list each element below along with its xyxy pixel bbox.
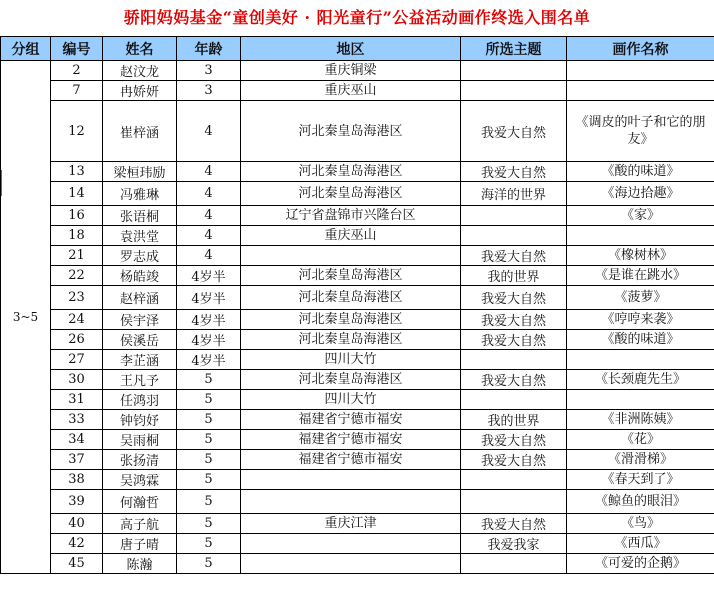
cell-name: 钟钧妤 bbox=[103, 410, 177, 430]
cell-age: 3 bbox=[177, 81, 241, 101]
cell-region: 福建省宁德市福安 bbox=[241, 430, 461, 450]
table-row bbox=[1, 514, 714, 534]
cell-region bbox=[241, 554, 461, 574]
cell-id: 37 bbox=[51, 450, 103, 470]
cell-work: 《长颈鹿先生》 bbox=[567, 370, 714, 390]
header-group: 分组 bbox=[1, 37, 51, 61]
cell-region: 重庆巫山 bbox=[241, 226, 461, 246]
cell-work: 《调皮的叶子和它的朋友》 bbox=[567, 101, 714, 162]
cell-name: 张扬清 bbox=[103, 450, 177, 470]
cell-region bbox=[241, 490, 461, 514]
table-row bbox=[1, 450, 714, 470]
cell-id: 38 bbox=[51, 470, 103, 490]
cell-theme: 我爱大自然 bbox=[461, 101, 567, 162]
cell-id: 27 bbox=[51, 350, 103, 370]
cell-region: 四川大竹 bbox=[241, 390, 461, 410]
cell-id: 45 bbox=[51, 554, 103, 574]
cell-id: 39 bbox=[51, 490, 103, 514]
header-theme: 所选主题 bbox=[461, 37, 567, 61]
table-row bbox=[1, 286, 714, 310]
cell-region: 辽宁省盘锦市兴隆台区 bbox=[241, 206, 461, 226]
cell-theme: 我爱大自然 bbox=[461, 246, 567, 266]
cell-name: 袁洪堂 bbox=[103, 226, 177, 246]
table-row bbox=[1, 410, 714, 430]
cell-id: 13 bbox=[51, 162, 103, 182]
table-row bbox=[1, 206, 714, 226]
cell-theme bbox=[461, 390, 567, 410]
table-row bbox=[1, 350, 714, 370]
cell-region: 福建省宁德市福安 bbox=[241, 410, 461, 430]
cell-region: 重庆巫山 bbox=[241, 81, 461, 101]
cell-age: 5 bbox=[177, 370, 241, 390]
cell-work: 《可爱的企鹅》 bbox=[567, 554, 714, 574]
cell-name: 任鸿羽 bbox=[103, 390, 177, 410]
cell-id: 14 bbox=[51, 182, 103, 206]
cell-age: 4 bbox=[177, 162, 241, 182]
cell-region: 四川大竹 bbox=[241, 350, 461, 370]
table-row bbox=[1, 390, 714, 410]
cell-name: 吴雨桐 bbox=[103, 430, 177, 450]
table-row bbox=[1, 470, 714, 490]
cell-work bbox=[567, 81, 714, 101]
cell-age: 4岁半 bbox=[177, 330, 241, 350]
header-work: 画作名称 bbox=[567, 37, 714, 61]
cell-work: 《非洲陈姨》 bbox=[567, 410, 714, 430]
table-row bbox=[1, 490, 714, 514]
cell-name: 李芷涵 bbox=[103, 350, 177, 370]
cell-age: 4岁半 bbox=[177, 310, 241, 330]
cell-theme bbox=[461, 350, 567, 370]
cell-theme: 我的世界 bbox=[461, 266, 567, 286]
cell-id: 12 bbox=[51, 101, 103, 162]
cell-work: 《花》 bbox=[567, 430, 714, 450]
cell-name: 冉娇妍 bbox=[103, 81, 177, 101]
table-row bbox=[1, 182, 714, 206]
cell-region: 河北秦皇岛海港区 bbox=[241, 286, 461, 310]
header-name: 姓名 bbox=[103, 37, 177, 61]
cell-name: 冯雅琳 bbox=[103, 182, 177, 206]
cell-work: 《鸟》 bbox=[567, 514, 714, 534]
cell-region: 河北秦皇岛海港区 bbox=[241, 182, 461, 206]
table-row bbox=[1, 330, 714, 350]
cell-name: 罗志成 bbox=[103, 246, 177, 266]
cell-id: 18 bbox=[51, 226, 103, 246]
cell-name: 杨皓竣 bbox=[103, 266, 177, 286]
table-row bbox=[1, 430, 714, 450]
cell-name: 侯宇泽 bbox=[103, 310, 177, 330]
header-row bbox=[1, 37, 714, 61]
finalist-table bbox=[0, 36, 714, 574]
cell-id: 34 bbox=[51, 430, 103, 450]
cell-theme: 我爱我家 bbox=[461, 534, 567, 554]
cell-age: 4 bbox=[177, 182, 241, 206]
cell-theme: 我爱大自然 bbox=[461, 430, 567, 450]
cell-name: 张语桐 bbox=[103, 206, 177, 226]
cell-id: 40 bbox=[51, 514, 103, 534]
cell-region: 河北秦皇岛海港区 bbox=[241, 310, 461, 330]
cell-age: 5 bbox=[177, 554, 241, 574]
cell-name: 吴鸿霖 bbox=[103, 470, 177, 490]
table-row bbox=[1, 81, 714, 101]
cell-theme: 我爱大自然 bbox=[461, 370, 567, 390]
cell-work bbox=[567, 350, 714, 370]
cell-theme bbox=[461, 470, 567, 490]
cell-theme bbox=[461, 81, 567, 101]
page-title: 骄阳妈妈基金“童创美好 · 阳光童行”公益活动画作终选入围名单 bbox=[123, 8, 591, 27]
table-row bbox=[1, 101, 714, 162]
cell-age: 3 bbox=[177, 61, 241, 81]
group-cell: 3~5 bbox=[1, 61, 51, 574]
table-row bbox=[1, 246, 714, 266]
table-row bbox=[1, 266, 714, 286]
cell-name: 侯溪岳 bbox=[103, 330, 177, 350]
cell-region: 重庆铜梁 bbox=[241, 61, 461, 81]
table-row bbox=[1, 370, 714, 390]
cell-region bbox=[241, 470, 461, 490]
cell-name: 梁桓玮励 bbox=[103, 162, 177, 182]
cell-age: 5 bbox=[177, 390, 241, 410]
cell-theme: 我爱大自然 bbox=[461, 330, 567, 350]
cell-name: 赵汶龙 bbox=[103, 61, 177, 81]
cell-region: 河北秦皇岛海港区 bbox=[241, 330, 461, 350]
cell-work: 《西瓜》 bbox=[567, 534, 714, 554]
cell-region bbox=[241, 534, 461, 554]
cell-work: 《酸的味道》 bbox=[567, 330, 714, 350]
cell-theme bbox=[461, 554, 567, 574]
table-row bbox=[1, 162, 714, 182]
cell-age: 5 bbox=[177, 450, 241, 470]
cell-region: 河北秦皇岛海港区 bbox=[241, 162, 461, 182]
cell-age: 4岁半 bbox=[177, 350, 241, 370]
cell-id: 42 bbox=[51, 534, 103, 554]
cell-region: 福建省宁德市福安 bbox=[241, 450, 461, 470]
cell-region bbox=[241, 246, 461, 266]
cell-work: 《菠萝》 bbox=[567, 286, 714, 310]
cell-name: 王凡予 bbox=[103, 370, 177, 390]
cell-work bbox=[567, 61, 714, 81]
cell-age: 4 bbox=[177, 226, 241, 246]
cell-id: 2 bbox=[51, 61, 103, 81]
cell-work: 《哼哼来袭》 bbox=[567, 310, 714, 330]
cell-id: 16 bbox=[51, 206, 103, 226]
cell-work bbox=[567, 390, 714, 410]
cell-age: 5 bbox=[177, 410, 241, 430]
cell-work: 《酸的味道》 bbox=[567, 162, 714, 182]
cell-theme: 我爱大自然 bbox=[461, 514, 567, 534]
header-id: 编号 bbox=[51, 37, 103, 61]
table-body bbox=[1, 61, 714, 574]
cell-id: 22 bbox=[51, 266, 103, 286]
cell-work: 《橡树林》 bbox=[567, 246, 714, 266]
cell-theme: 我爱大自然 bbox=[461, 450, 567, 470]
cell-name: 陈瀚 bbox=[103, 554, 177, 574]
cell-theme: 我爱大自然 bbox=[461, 310, 567, 330]
cell-theme bbox=[461, 61, 567, 81]
cell-id: 30 bbox=[51, 370, 103, 390]
cell-id: 23 bbox=[51, 286, 103, 310]
cell-age: 4岁半 bbox=[177, 286, 241, 310]
cell-theme bbox=[461, 490, 567, 514]
cell-name: 唐子晴 bbox=[103, 534, 177, 554]
cell-work: 《是谁在跳水》 bbox=[567, 266, 714, 286]
table-row bbox=[1, 61, 714, 81]
cell-name: 何瀚哲 bbox=[103, 490, 177, 514]
cell-region: 重庆江津 bbox=[241, 514, 461, 534]
cell-id: 33 bbox=[51, 410, 103, 430]
cell-age: 5 bbox=[177, 430, 241, 450]
cell-age: 4岁半 bbox=[177, 266, 241, 286]
cell-age: 5 bbox=[177, 490, 241, 514]
cell-id: 24 bbox=[51, 310, 103, 330]
table-row bbox=[1, 554, 714, 574]
cell-id: 31 bbox=[51, 390, 103, 410]
cell-age: 4 bbox=[177, 101, 241, 162]
header-region: 地区 bbox=[241, 37, 461, 61]
cell-work: 《家》 bbox=[567, 206, 714, 226]
cell-work bbox=[567, 226, 714, 246]
cell-theme: 我爱大自然 bbox=[461, 286, 567, 310]
cell-region: 河北秦皇岛海港区 bbox=[241, 370, 461, 390]
cell-id: 26 bbox=[51, 330, 103, 350]
cell-id: 7 bbox=[51, 81, 103, 101]
cell-age: 4 bbox=[177, 246, 241, 266]
cell-name: 高子航 bbox=[103, 514, 177, 534]
table-row bbox=[1, 310, 714, 330]
cell-work: 《海边拾趣》 bbox=[567, 182, 714, 206]
cell-name: 崔梓涵 bbox=[103, 101, 177, 162]
header-age: 年龄 bbox=[177, 37, 241, 61]
cell-theme: 我爱大自然 bbox=[461, 162, 567, 182]
cell-name: 赵梓涵 bbox=[103, 286, 177, 310]
table-row bbox=[1, 534, 714, 554]
cell-theme: 我的世界 bbox=[461, 410, 567, 430]
cell-theme: 海洋的世界 bbox=[461, 182, 567, 206]
table-row bbox=[1, 226, 714, 246]
cell-age: 4 bbox=[177, 206, 241, 226]
cell-id: 21 bbox=[51, 246, 103, 266]
cell-work: 《春天到了》 bbox=[567, 470, 714, 490]
cell-region: 河北秦皇岛海港区 bbox=[241, 266, 461, 286]
cell-work: 《滑滑梯》 bbox=[567, 450, 714, 470]
cell-age: 5 bbox=[177, 514, 241, 534]
cell-region: 河北秦皇岛海港区 bbox=[241, 101, 461, 162]
cell-age: 5 bbox=[177, 470, 241, 490]
cell-age: 5 bbox=[177, 534, 241, 554]
cell-work: 《鲸鱼的眼泪》 bbox=[567, 490, 714, 514]
cell-theme bbox=[461, 226, 567, 246]
cell-theme bbox=[461, 206, 567, 226]
